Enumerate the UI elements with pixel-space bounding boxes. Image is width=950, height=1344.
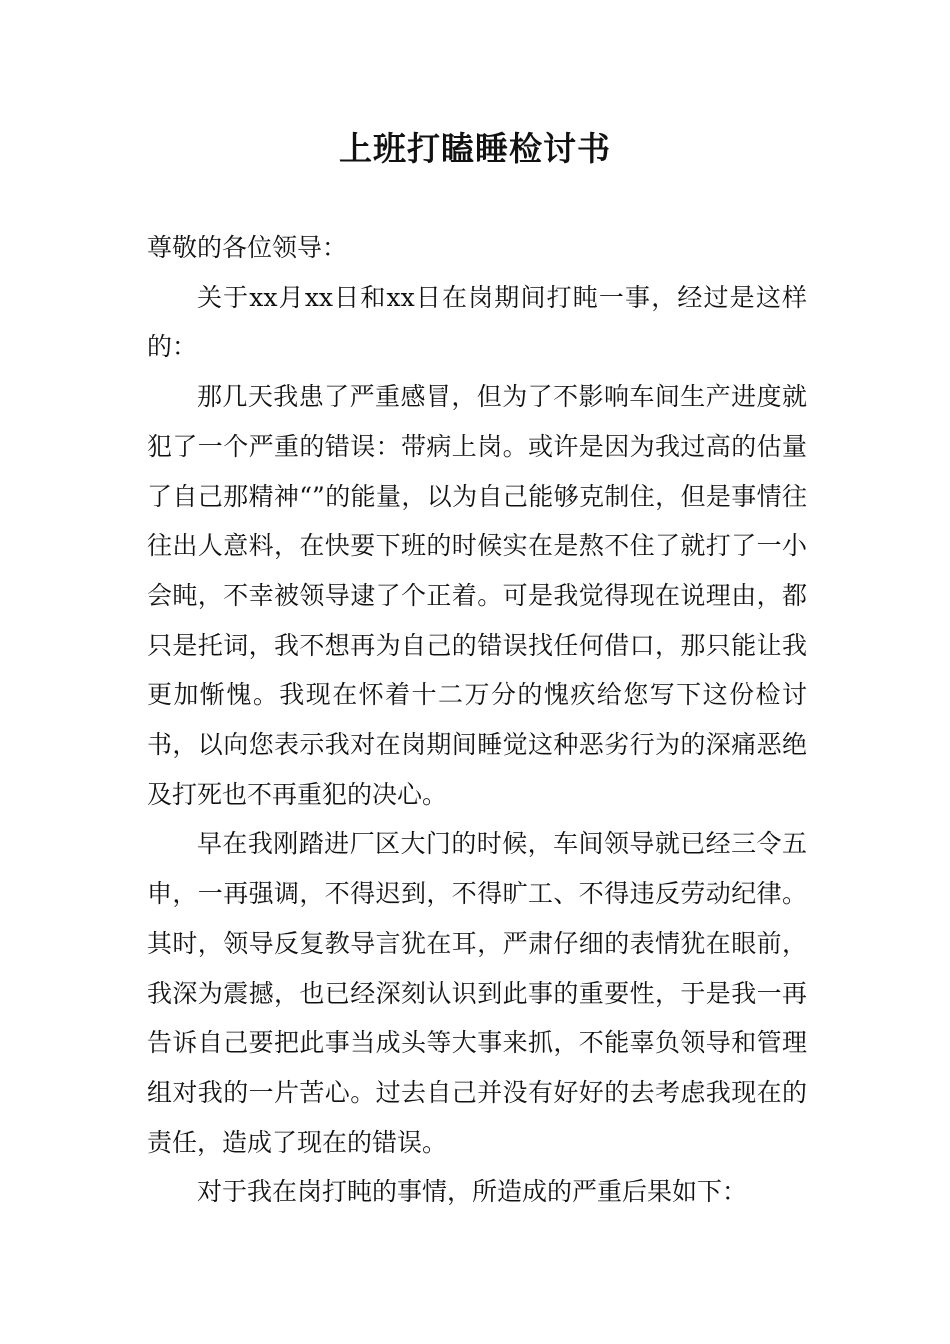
document-title: 上班打瞌睡检讨书 — [339, 129, 611, 168]
paragraph-explanation: 那几天我患了严重感冒，但为了不影响车间生产进度就犯了一个严重的错误：带病上岗。或许是因为我过高的估量了自己那精神“”的能量，以为自己能够克制住，但是事情往往出人意料，在快要下班的时候实在是熬不住了就打了一小会盹，不幸被领导逮了个正着。可是我觉得现在说理由，都只是托词，我不想再为自己的错误找任何借口，那只能让我更加惭愧。我现在怀着十二万分的愧疚给您写下这份检讨书，以向您表示我对在岗期间睡觉这种恶劣行为的深痛恶绝及打死也不再重犯的决心。 — [147, 382, 807, 809]
paragraph-consequences-intro: 对于我在岗打盹的事情，所造成的严重后果如下： — [197, 1177, 748, 1207]
paragraph-reflection: 早在我刚踏进厂区大门的时候，车间领导就已经三令五申，一再强调，不得迟到，不得旷工、不得违反劳动纪律。其时，领导反复教导言犹在耳，严肃仔细的表情犹在眼前，我深为震撼，也已经深刻认识到此事的重要性，于是我一再告诉自己要把此事当成头等大事来抓，不能辜负领导和管理组对我的一片苦心。过去自己并没有好好的去考虑我现在的责任，造成了现在的错误。 — [147, 829, 807, 1157]
document-body — [147, 223, 807, 1217]
salutation: 尊敬的各位领导： — [147, 233, 348, 262]
paragraph-incident: 关于xx月xx日和xx日在岗期间打盹一事，经过是这样的： — [147, 282, 807, 362]
